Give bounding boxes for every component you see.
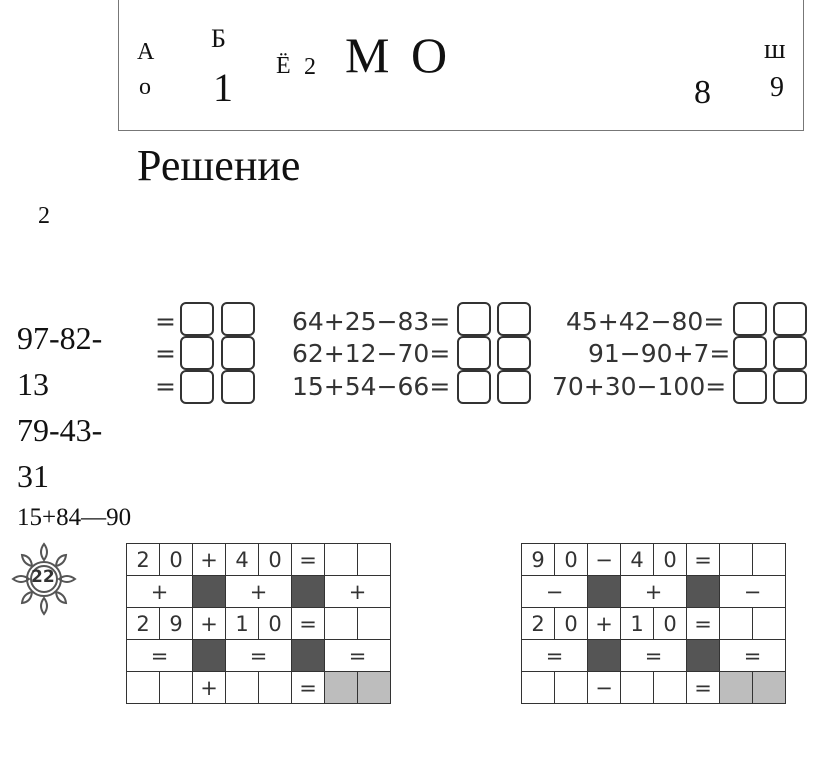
equation-col1-row3: = [155,372,176,401]
grid-row [522,640,786,672]
grid-cell: = [325,640,391,672]
shaded-cell [588,640,621,672]
grid-cell: + [325,576,391,608]
answer-box[interactable] [497,336,531,370]
grid-cell: = [720,640,786,672]
answer-box[interactable] [180,370,214,404]
legend-letter-yo: Ё [276,53,291,79]
answer-box[interactable] [497,370,531,404]
task-number: 22 [31,567,55,587]
legend-code-a: о [139,74,151,100]
answer-cell[interactable] [753,672,786,704]
equation-col1-row2: = [155,339,176,368]
expression-line: 79-43- [17,412,103,448]
grid-cell: = [127,640,193,672]
empty-cell[interactable] [226,672,259,704]
empty-cell[interactable] [621,672,654,704]
answer-cell[interactable] [325,672,358,704]
grid-cell: 0 [160,544,193,576]
grid-cell: + [193,608,226,640]
empty-cell[interactable] [358,544,391,576]
grid-cell: 0 [555,608,588,640]
grid-cell: + [127,576,193,608]
answer-box[interactable] [733,336,767,370]
legend-letter-sh: ш [764,34,786,65]
grid-cell: 1 [226,608,259,640]
answer-box[interactable] [457,370,491,404]
equation-col3-row2: 91−90+7= [588,339,731,368]
answer-box[interactable] [221,370,255,404]
equation-col2-row3: 15+54−66= [292,372,451,401]
empty-cell[interactable] [654,672,687,704]
letter-code-legend [118,0,804,131]
equation-col2-row2: 62+12−70= [292,339,451,368]
grid-cell: 2 [127,608,160,640]
empty-cell[interactable] [127,672,160,704]
legend-code-9: 9 [770,72,784,103]
answer-box[interactable] [773,336,807,370]
answer-box[interactable] [180,336,214,370]
empty-cell[interactable] [325,608,358,640]
answer-cell[interactable] [720,672,753,704]
grid-cell: 2 [522,608,555,640]
answer-box[interactable] [180,302,214,336]
empty-cell[interactable] [753,608,786,640]
task-number-badge [10,540,78,618]
shaded-cell [687,576,720,608]
shaded-cell [687,640,720,672]
solution-title: Решение [137,141,301,190]
answer-box[interactable] [221,302,255,336]
grid-cell: 4 [621,544,654,576]
grid-cell: 0 [555,544,588,576]
empty-cell[interactable] [522,672,555,704]
answer-box[interactable] [773,370,807,404]
grid-cell: = [687,672,720,704]
grid-row [127,640,391,672]
answer-box[interactable] [221,336,255,370]
grid-cell: 1 [621,608,654,640]
grid-cell: = [687,608,720,640]
expression-line: 31 [17,458,49,494]
empty-cell[interactable] [325,544,358,576]
grid-cell: = [687,544,720,576]
grid-cell: + [193,672,226,704]
empty-cell[interactable] [753,544,786,576]
grid-cell: − [588,544,621,576]
grid-row [127,544,391,576]
grid-cell: + [193,544,226,576]
grid-cell: = [621,640,687,672]
grid-cell: − [588,672,621,704]
legend-code-b: 1 [213,65,233,110]
grid-cell: = [292,544,325,576]
shaded-cell [292,576,325,608]
grid-cell: = [522,640,588,672]
legend-letter-a: А [137,39,155,65]
empty-cell[interactable] [259,672,292,704]
grid-cell: − [720,576,786,608]
grid-row [522,672,786,704]
equation-col2-row1: 64+25−83= [292,307,451,336]
expression-line: 97-82- [17,320,103,356]
answer-box[interactable] [773,302,807,336]
grid-cell: 0 [654,544,687,576]
grid-row [522,576,786,608]
grid-cell: 9 [160,608,193,640]
answer-box[interactable] [733,370,767,404]
legend-letter-m: М [345,27,390,83]
grid-cell: = [292,672,325,704]
answer-cell[interactable] [358,672,391,704]
equation-col3-row3: 70+30−100= [552,372,727,401]
empty-cell[interactable] [720,544,753,576]
answer-box[interactable] [733,302,767,336]
shaded-cell [193,640,226,672]
legend-code-yo: 2 [304,54,316,80]
solution-number: 2 [38,203,50,229]
grid-row [127,672,391,704]
empty-cell[interactable] [720,608,753,640]
number-crossword-right [521,543,786,704]
number-crossword-left [126,543,391,704]
shaded-cell [588,576,621,608]
grid-cell: 2 [127,544,160,576]
grid-cell: = [292,608,325,640]
legend-code-8: 8 [694,74,711,111]
grid-cell: + [588,608,621,640]
grid-row [127,608,391,640]
grid-row [522,544,786,576]
grid-cell: = [226,640,292,672]
grid-cell: + [621,576,687,608]
equation-col3-row1: 45+42−80= [566,307,725,336]
expression-line: 13 [17,366,49,402]
solution-expressions [17,315,131,533]
grid-cell: 0 [259,544,292,576]
empty-cell[interactable] [555,672,588,704]
grid-cell: + [226,576,292,608]
equation-col1-row1: = [155,307,176,336]
grid-cell: 4 [226,544,259,576]
shaded-cell [193,576,226,608]
answer-box[interactable] [497,302,531,336]
grid-cell: − [522,576,588,608]
shaded-cell [292,640,325,672]
grid-cell: 9 [522,544,555,576]
grid-cell: 0 [259,608,292,640]
answer-box[interactable] [457,336,491,370]
empty-cell[interactable] [160,672,193,704]
empty-cell[interactable] [358,608,391,640]
legend-letter-b: Б [211,24,226,53]
grid-row [127,576,391,608]
grid-row [522,608,786,640]
grid-cell: 0 [654,608,687,640]
answer-box[interactable] [457,302,491,336]
expression-line: 15+84—90 [17,504,132,531]
legend-letter-o: О [411,27,448,83]
